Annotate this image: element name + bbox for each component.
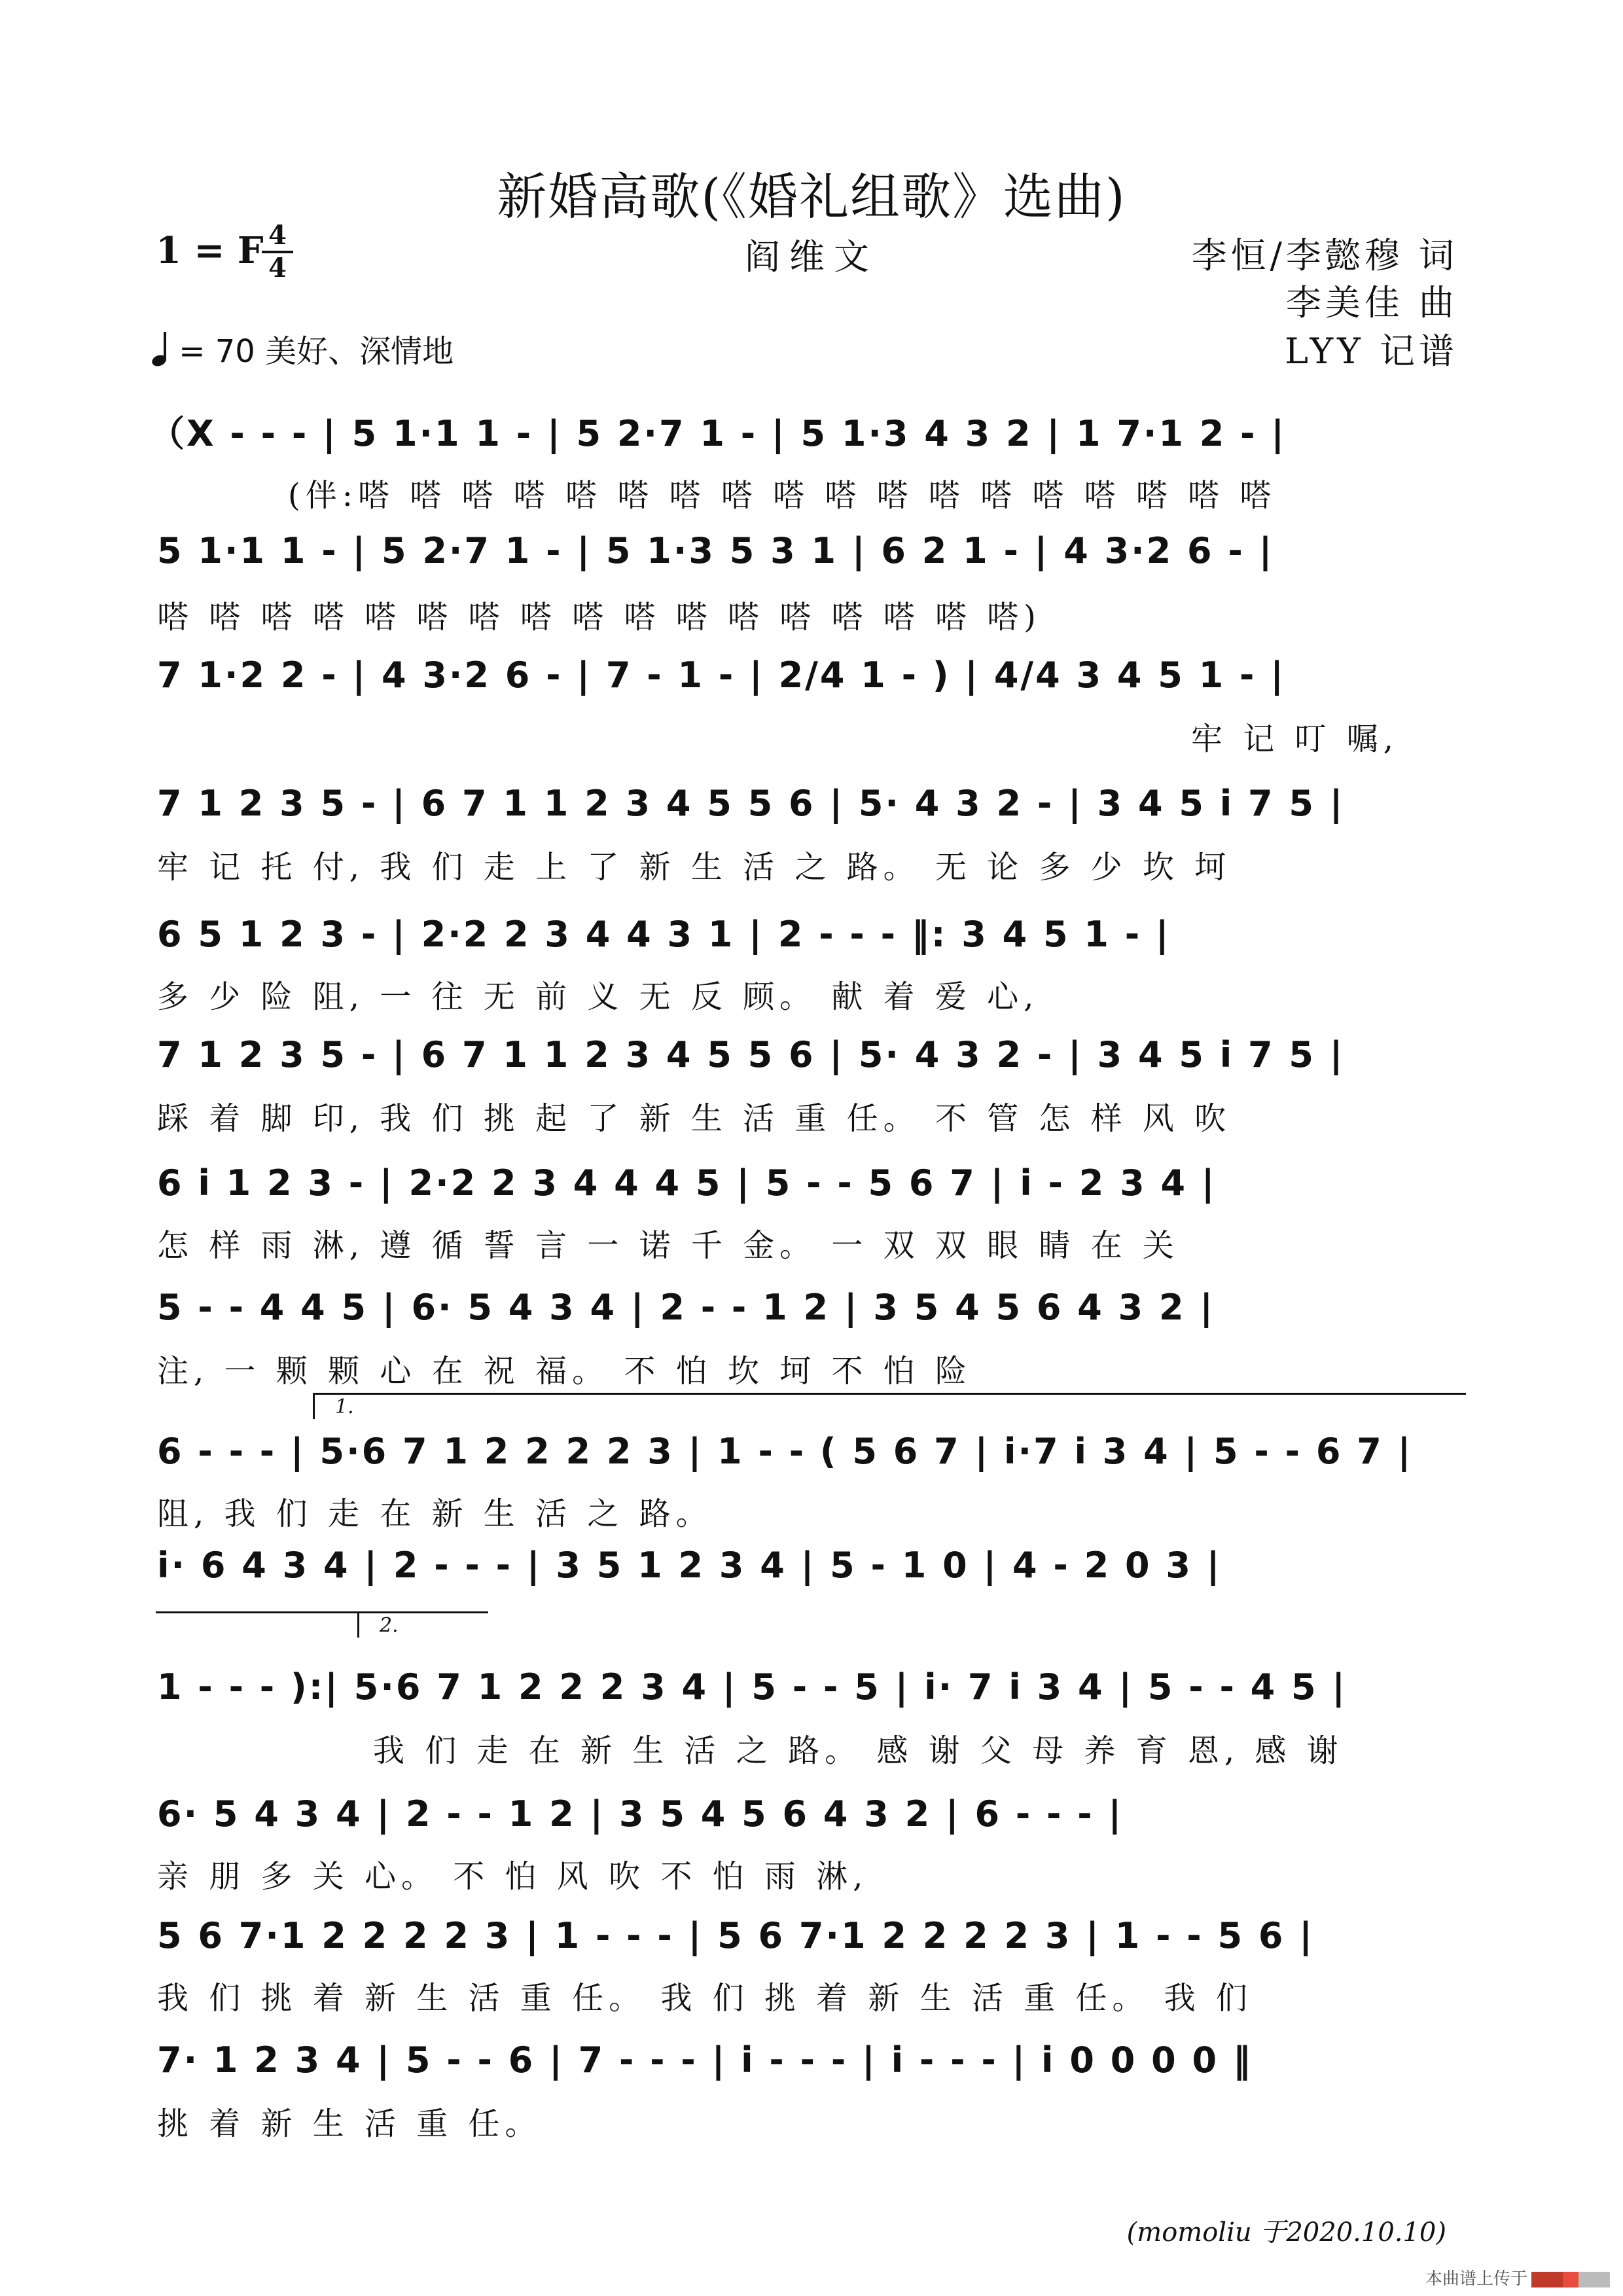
system-6-lyrics: 踩 着 脚 印, 我 们 挑 起 了 新 生 活 重 任。 不 管 怎 样 风 吹 <box>157 1100 1232 1137</box>
singer: 阎维文 <box>745 236 878 278</box>
system-1-lyrics: (伴:嗒 嗒 嗒 嗒 嗒 嗒 嗒 嗒 嗒 嗒 嗒 嗒 嗒 嗒 嗒 嗒 嗒 嗒 <box>288 477 1277 514</box>
score-title: 新婚高歌(《婚礼组歌》选曲) <box>497 168 1126 226</box>
system-2-lyrics: 嗒 嗒 嗒 嗒 嗒 嗒 嗒 嗒 嗒 嗒 嗒 嗒 嗒 嗒 嗒 嗒 嗒) <box>157 599 1041 636</box>
system-13-lyrics: 我 们 挑 着 新 生 活 重 任。 我 们 挑 着 新 生 活 重 任。 我 们 <box>157 1980 1253 2017</box>
system-7-music: 6 i 1 2 3 - | 2·2 2 3 4 4 4 5 | 5 - - 5 6 7 | i - 2 3 4 | <box>157 1162 1217 1204</box>
transcriber-signature: (momoliu 于2020.10.10) <box>1126 2217 1446 2248</box>
system-14-lyrics: 挑 着 新 生 活 重 任。 <box>157 2106 542 2142</box>
quarter-note-icon <box>152 329 169 366</box>
system-3-lyrics: 牢 记 叮 嘱, <box>1191 721 1399 757</box>
system-13-music: 5 6 7·1 2 2 2 2 3 | 1 - - - | 5 6 7·1 2 2 2 2 3 | 1 - - 5 6 | <box>157 1915 1314 1956</box>
system-11-music: 1 - - - ):| 5·6 7 1 2 2 2 3 4 | 5 - - 5 | i· 7 i 3 4 | 5 - - 4 5 | <box>157 1666 1347 1708</box>
system-5-music: 6 5 1 2 3 - | 2·2 2 3 4 4 3 1 | 2 - - - ‖: 3 4 5 1 - | <box>157 914 1171 955</box>
volta-2-label: 2. <box>380 1614 399 1637</box>
tempo-value: = 70 <box>179 333 255 370</box>
system-8-music: 5 - - 4 4 5 | 6· 5 4 3 4 | 2 - - 1 2 | 3 5 4 5 6 4 3 2 | <box>157 1287 1215 1328</box>
system-6-music: 7 1 2 3 5 - | 6 7 1 1 2 3 4 5 5 6 | 5· 4 3 2 - | 3 4 5 i 7 5 | <box>157 1034 1345 1075</box>
system-14-music: 7· 1 2 3 4 | 5 - - 6 | 7 - - - | i - - - | i - - - | i 0 0 0 0 ‖ <box>157 2039 1253 2081</box>
tempo-marking <box>152 326 454 371</box>
system-9-lyrics: 阻, 我 们 走 在 新 生 活 之 路。 <box>157 1496 713 1532</box>
time-signature-bottom: 4 <box>268 253 287 283</box>
transcriber-credit: LYY 记谱 <box>1285 331 1458 372</box>
site-watermark <box>1425 2265 1610 2289</box>
volta-1-bracket-start <box>313 1393 315 1419</box>
tempo-expression: 美好、深情地 <box>265 333 454 370</box>
site-logo-icon <box>1531 2272 1610 2287</box>
volta-1-bracket-end <box>156 1611 359 1613</box>
system-7-lyrics: 怎 样 雨 淋, 遵 循 誓 言 一 诺 千 金。 一 双 双 眼 睛 在 关 <box>157 1227 1179 1264</box>
system-4-lyrics: 牢 记 托 付, 我 们 走 上 了 新 生 活 之 路。 无 论 多 少 坎 坷 <box>157 849 1232 886</box>
watermark-text: 本曲谱上传于 <box>1425 2269 1527 2289</box>
system-10-music: i· 6 4 3 4 | 2 - - - | 3 5 1 2 3 4 | 5 - 1 0 | 4 - 2 0 3 | <box>157 1545 1222 1586</box>
system-9-music: 6 - - - | 5·6 7 1 2 2 2 2 3 | 1 - - ( 5 6 7 | i·7 i 3 4 | 5 - - 6 7 | <box>157 1431 1413 1472</box>
system-1-music: （X - - - | 5 1·1 1 - | 5 2·7 1 - | 5 1·3 4 3 2 | 1 7·1 2 - | <box>149 413 1287 454</box>
system-2-music: 5 1·1 1 - | 5 2·7 1 - | 5 1·3 5 3 1 | 6 2 1 - | 4 3·2 6 - | <box>157 530 1274 571</box>
lyricist-credit: 李恒/李懿穆 词 <box>1191 235 1458 276</box>
composer-credit: 李美佳 曲 <box>1285 282 1458 323</box>
volta-1-bracket <box>313 1393 1466 1395</box>
system-3-music: 7 1·2 2 - | 4 3·2 6 - | 7 - 1 - | 2/4 1 - ) | 4/4 3 4 5 1 - | <box>157 655 1285 696</box>
volta-1-label: 1. <box>335 1395 354 1418</box>
key-signature: 1 = F <box>156 229 264 272</box>
system-12-lyrics: 亲 朋 多 关 心。 不 怕 风 吹 不 怕 雨 淋, <box>157 1858 868 1895</box>
system-4-music: 7 1 2 3 5 - | 6 7 1 1 2 3 4 5 5 6 | 5· 4 3 2 - | 3 4 5 i 7 5 | <box>157 783 1345 824</box>
system-8-lyrics: 注, 一 颗 颗 心 在 祝 福。 不 怕 坎 坷 不 怕 险 <box>157 1353 972 1390</box>
system-12-music: 6· 5 4 3 4 | 2 - - 1 2 | 3 5 4 5 6 4 3 2 | 6 - - - | <box>157 1793 1124 1835</box>
system-11-lyrics: 我 们 走 在 新 生 活 之 路。 感 谢 父 母 养 育 恩, 感 谢 <box>373 1732 1344 1769</box>
volta-2-bracket-start <box>357 1611 359 1638</box>
time-signature-top: 4 <box>268 220 287 251</box>
volta-2-bracket <box>357 1611 488 1613</box>
system-5-lyrics: 多 少 险 阻, 一 往 无 前 义 无 反 顾。 献 着 爱 心, <box>157 978 1039 1015</box>
